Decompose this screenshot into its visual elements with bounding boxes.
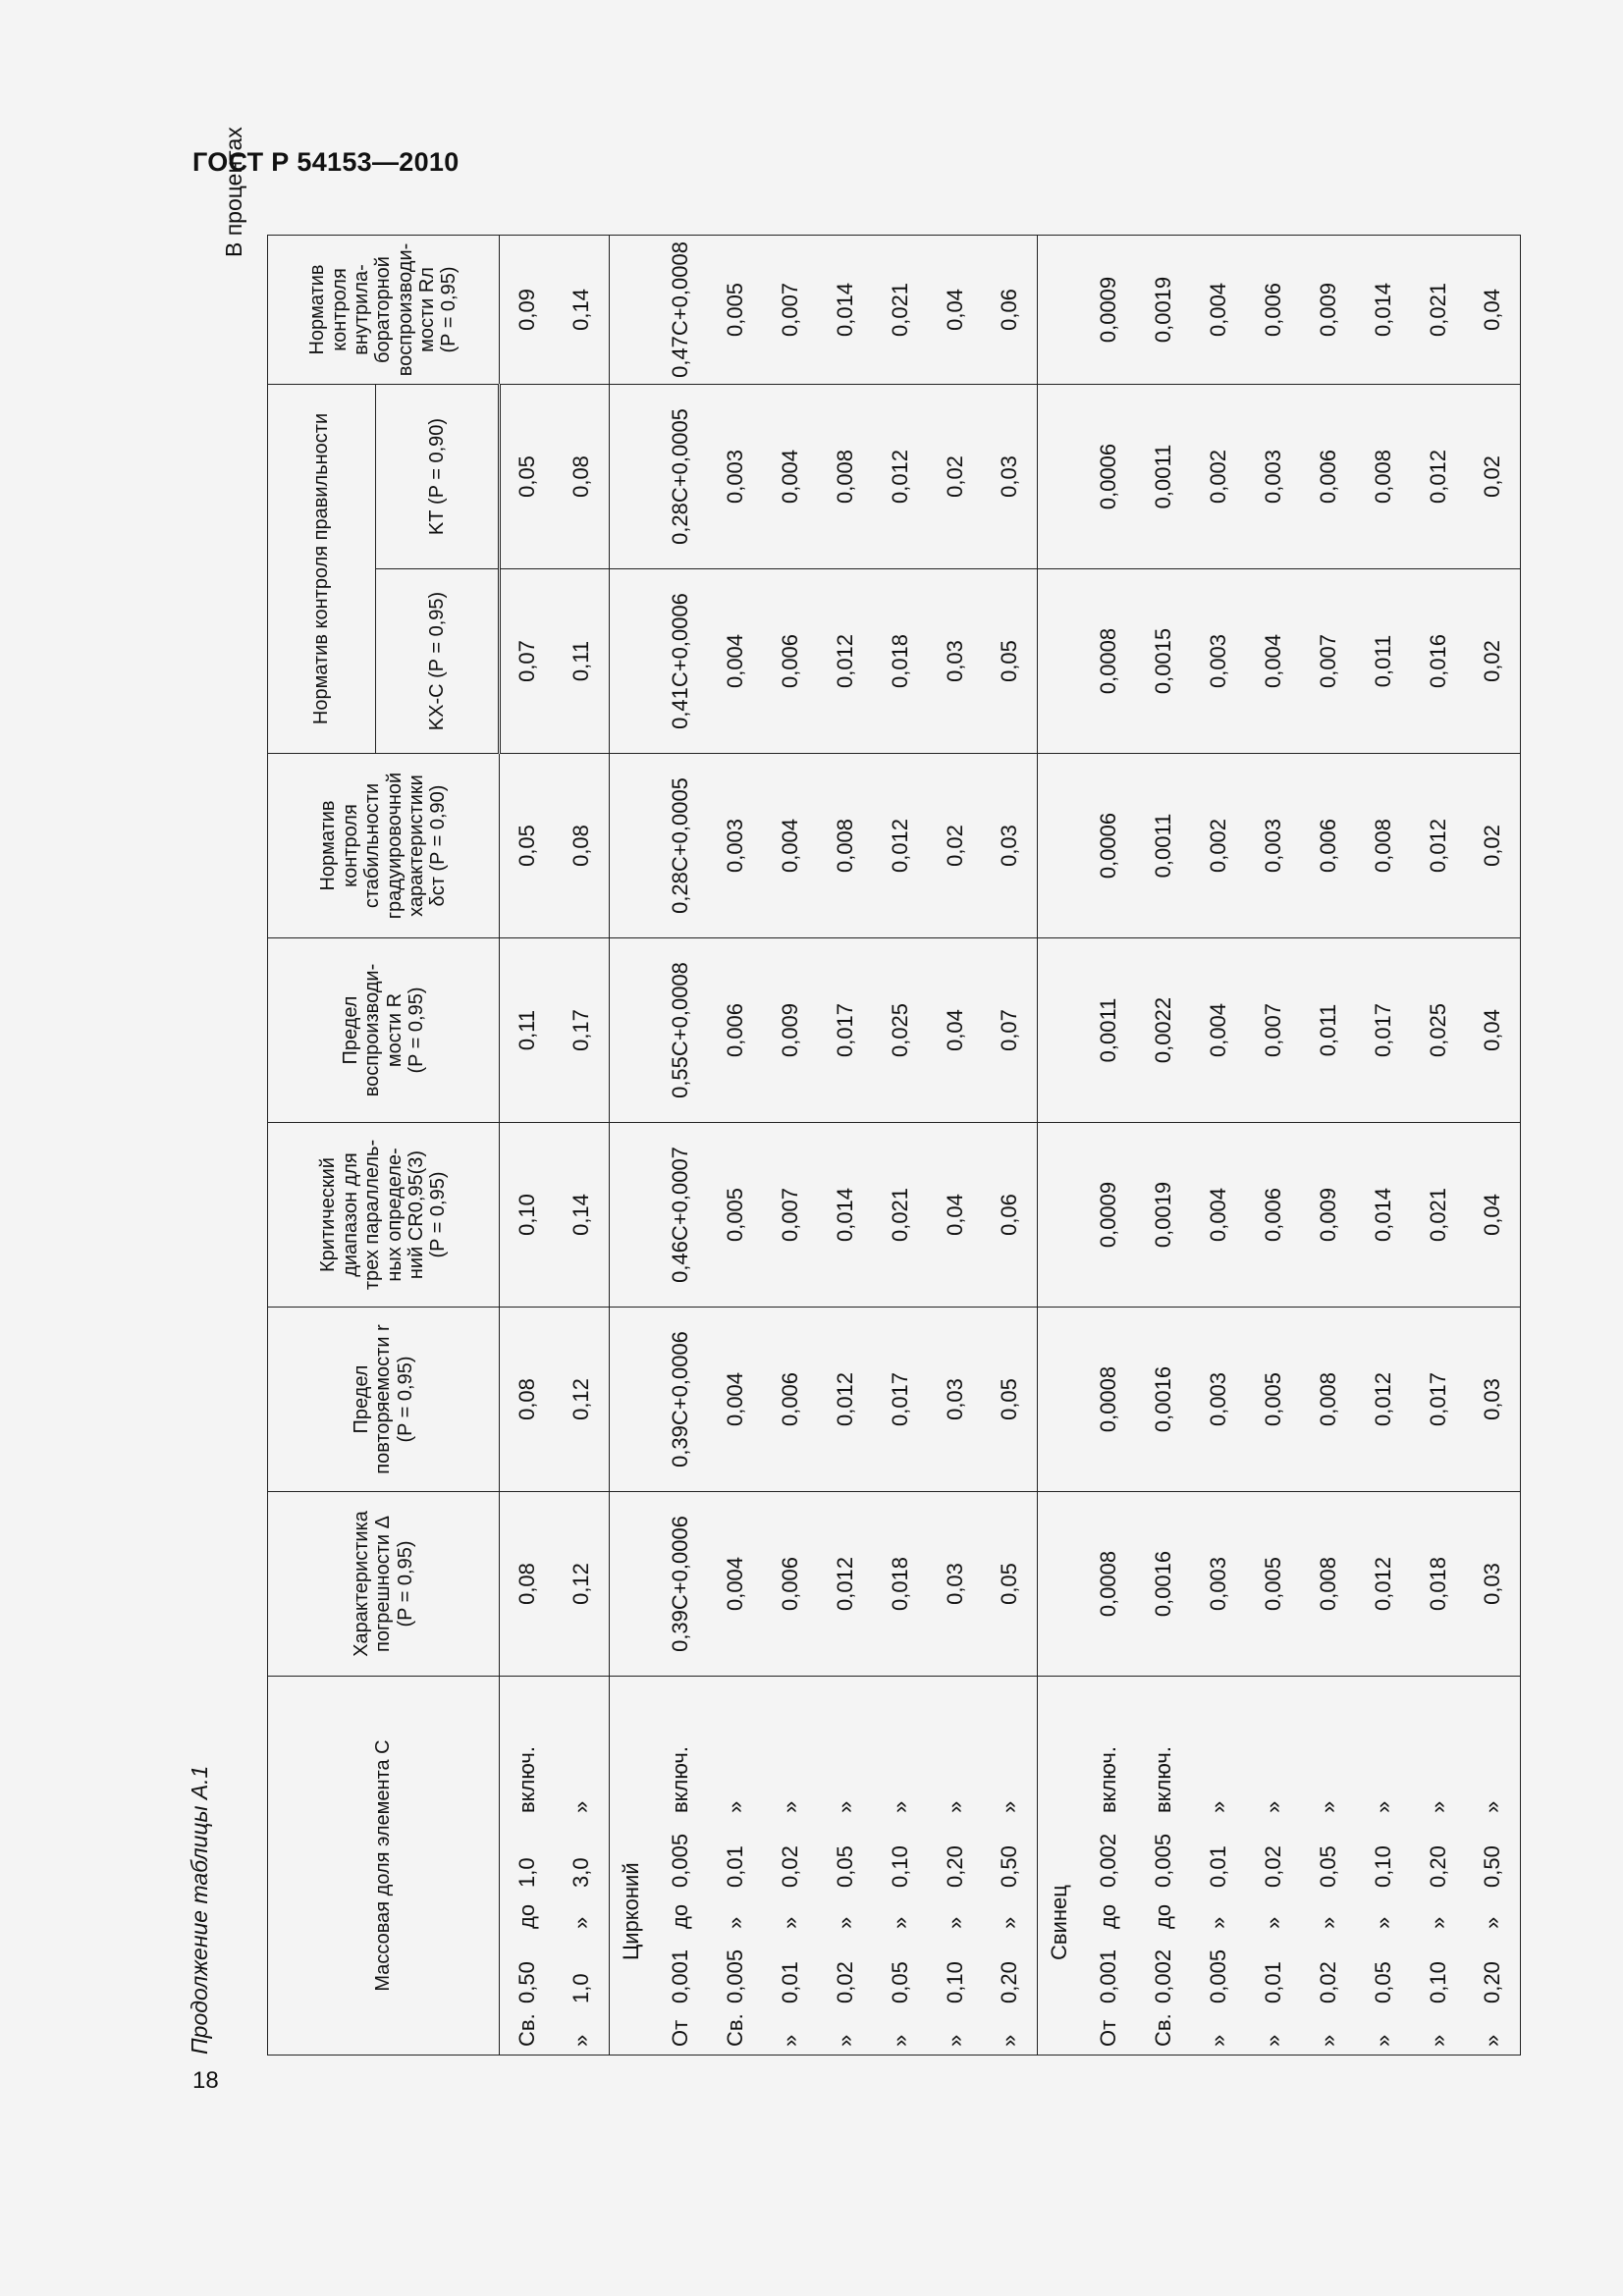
header-repeatability: Предел повторяемости r (P = 0,95) (268, 1308, 500, 1492)
mass-from: 0,05 (887, 1961, 912, 2003)
value-cell: 0,39C+0,0006 (653, 1492, 708, 1677)
value-cell: 0,012 (1411, 384, 1466, 568)
value-cell: 0,0009 (1081, 235, 1136, 384)
mass-range-cell (873, 1677, 928, 2056)
value-cell: 0,021 (1411, 1123, 1466, 1308)
mass-post: » (1370, 1800, 1395, 1813)
value-cell: 0,012 (873, 384, 928, 568)
mass-range-cell (555, 1677, 610, 2056)
value-cell: 0,05 (983, 1308, 1038, 1492)
mass-range-cell (653, 1677, 708, 2056)
mass-pre: » (1425, 2034, 1450, 2047)
section-blank-cell (1038, 754, 1081, 938)
value-cell: 0,10 (500, 1123, 555, 1308)
value-cell: 0,03 (928, 1492, 983, 1677)
mass-from: 0,20 (997, 1961, 1022, 2003)
value-cell: 0,005 (708, 1123, 763, 1308)
mass-pre: » (1315, 2034, 1340, 2047)
value-cell: 0,012 (1411, 754, 1466, 938)
table-row (653, 235, 708, 2055)
section-blank-cell (610, 1308, 653, 1492)
mass-to: 0,02 (1260, 1845, 1285, 1888)
value-cell: 0,011 (1356, 569, 1411, 754)
value-cell: 0,009 (763, 938, 818, 1123)
mass-do: » (1370, 1916, 1395, 1929)
mass-to: 0,10 (887, 1845, 912, 1888)
header-k-t: KТ (P = 0,90) (376, 384, 500, 568)
value-cell: 0,018 (873, 569, 928, 754)
mass-do: » (832, 1916, 857, 1929)
mass-post: включ. (1150, 1746, 1175, 1813)
value-cell: 0,002 (1191, 384, 1246, 568)
section-blank-cell (1038, 235, 1081, 384)
value-cell: 0,03 (983, 754, 1038, 938)
value-cell: 0,02 (1466, 384, 1521, 568)
mass-pre: » (887, 2034, 912, 2047)
value-cell: 0,017 (1411, 1308, 1466, 1492)
mass-to: 0,05 (1315, 1845, 1340, 1888)
value-cell: 0,04 (928, 938, 983, 1123)
mass-range-cell (1356, 1677, 1411, 2056)
mass-do: » (1425, 1916, 1450, 1929)
value-cell: 0,018 (873, 1492, 928, 1677)
value-cell: 0,02 (1466, 569, 1521, 754)
mass-do: до (1150, 1903, 1175, 1929)
mass-range-cell (1466, 1677, 1521, 2056)
mass-do: до (667, 1903, 692, 1929)
mass-from: 0,001 (1095, 1949, 1120, 2003)
value-cell: 0,03 (983, 384, 1038, 568)
value-cell: 0,004 (1246, 569, 1301, 754)
table-row (1136, 235, 1191, 2055)
header-intralab: Норматив контроля внутрила- бораторной воспроизводи- мости Rл (P = 0,95) (268, 235, 500, 384)
value-cell: 0,0022 (1136, 938, 1191, 1123)
value-cell: 0,003 (1246, 384, 1301, 568)
value-cell: 0,0011 (1136, 754, 1191, 938)
value-cell: 0,0008 (1081, 1492, 1136, 1677)
value-cell: 0,0006 (1081, 754, 1136, 938)
value-cell: 0,017 (1356, 938, 1411, 1123)
value-cell: 0,003 (1246, 754, 1301, 938)
mass-post: » (1260, 1800, 1285, 1813)
mass-pre: Св. (722, 2013, 747, 2047)
value-cell: 0,004 (763, 754, 818, 938)
mass-pre: » (1370, 2034, 1395, 2047)
mass-to: 0,005 (667, 1833, 692, 1888)
value-cell: 0,012 (818, 1492, 873, 1677)
mass-pre: Св. (514, 2013, 539, 2047)
value-cell: 0,006 (763, 1492, 818, 1677)
mass-pre: » (1205, 2034, 1230, 2047)
table-row (763, 235, 818, 2055)
value-cell: 0,008 (818, 384, 873, 568)
mass-from: 0,001 (667, 1949, 692, 2003)
units-label: В процентах (221, 127, 246, 257)
value-cell: 0,04 (1466, 235, 1521, 384)
value-cell: 0,04 (928, 235, 983, 384)
mass-from: 0,05 (1370, 1961, 1395, 2003)
value-cell: 0,03 (928, 569, 983, 754)
value-cell: 0,0019 (1136, 1123, 1191, 1308)
header-reproducibility: Предел воспроизводи- мости R (P = 0,95) (268, 938, 500, 1123)
value-cell: 0,12 (555, 1492, 610, 1677)
value-cell: 0,005 (708, 235, 763, 384)
mass-range-cell (1411, 1677, 1466, 2056)
value-cell: 0,006 (1246, 235, 1301, 384)
value-cell: 0,03 (1466, 1492, 1521, 1677)
header-stability: Норматив контроля стабильности градуировочной характеристики δст (P = 0,90) (268, 754, 500, 938)
mass-from: 0,20 (1480, 1961, 1505, 2003)
value-cell: 0,28C+0,0005 (653, 754, 708, 938)
value-cell: 0,06 (983, 235, 1038, 384)
mass-from: 0,02 (832, 1961, 857, 2003)
value-cell: 0,008 (1356, 754, 1411, 938)
value-cell: 0,011 (1301, 938, 1356, 1123)
value-cell: 0,014 (818, 235, 873, 384)
value-cell: 0,04 (1466, 1123, 1521, 1308)
mass-pre: » (832, 2034, 857, 2047)
value-cell: 0,08 (500, 1308, 555, 1492)
value-cell: 0,006 (708, 938, 763, 1123)
value-cell: 0,06 (983, 1123, 1038, 1308)
value-cell: 0,07 (983, 938, 1038, 1123)
value-cell: 0,0009 (1081, 1123, 1136, 1308)
mass-to: 0,002 (1095, 1833, 1120, 1888)
data-table (267, 235, 1521, 2056)
mass-do: » (722, 1916, 747, 1929)
value-cell: 0,47C+0,0008 (653, 235, 708, 384)
value-cell: 0,02 (928, 384, 983, 568)
value-cell: 0,025 (1411, 938, 1466, 1123)
value-cell: 0,09 (500, 235, 555, 384)
mass-range-cell (1246, 1677, 1301, 2056)
mass-range-cell (818, 1677, 873, 2056)
value-cell: 0,017 (873, 1308, 928, 1492)
mass-post: » (997, 1800, 1022, 1813)
mass-do: » (777, 1916, 802, 1929)
mass-do: » (997, 1916, 1022, 1929)
value-cell: 0,003 (708, 754, 763, 938)
value-cell: 0,004 (708, 569, 763, 754)
mass-post: включ. (1095, 1746, 1120, 1813)
table-row (1411, 235, 1466, 2055)
mass-post: » (832, 1800, 857, 1813)
mass-from: 0,50 (514, 1961, 539, 2003)
value-cell: 0,28C+0,0005 (653, 384, 708, 568)
mass-pre: » (568, 2034, 594, 2047)
value-cell: 0,14 (555, 1123, 610, 1308)
section-blank-cell (1038, 938, 1081, 1123)
header-critical-range: Критический диапазон для трех параллель- ных определе- ний CR0,95(3) (P = 0,95) (268, 1123, 500, 1308)
value-cell: 0,005 (1246, 1492, 1301, 1677)
table-row (928, 235, 983, 2055)
mass-range-cell (1136, 1677, 1191, 2056)
value-cell: 0,003 (1191, 1492, 1246, 1677)
value-cell: 0,021 (873, 1123, 928, 1308)
mass-do: » (1205, 1916, 1230, 1929)
mass-post: включ. (514, 1746, 539, 1813)
value-cell: 0,007 (763, 235, 818, 384)
mass-from: 0,002 (1150, 1949, 1175, 2003)
value-cell: 0,05 (500, 384, 555, 568)
table-row (708, 235, 763, 2055)
mass-post: » (722, 1800, 747, 1813)
mass-pre: » (997, 2034, 1022, 2047)
value-cell: 0,006 (763, 1308, 818, 1492)
value-cell: 0,006 (763, 569, 818, 754)
value-cell: 0,0008 (1081, 569, 1136, 754)
mass-post: » (1315, 1800, 1340, 1813)
section-blank-cell (1038, 384, 1081, 568)
value-cell: 0,008 (1301, 1492, 1356, 1677)
table-row (983, 235, 1038, 2055)
table-caption: Продолжение таблицы А.1 (187, 1765, 212, 2055)
mass-from: 0,02 (1315, 1961, 1340, 2003)
mass-do: до (1095, 1903, 1120, 1929)
value-cell: 0,007 (1301, 569, 1356, 754)
mass-post: включ. (667, 1746, 692, 1813)
mass-range-cell (983, 1677, 1038, 2056)
value-cell: 0,55C+0,0008 (653, 938, 708, 1123)
value-cell: 0,0016 (1136, 1492, 1191, 1677)
mass-do: » (1315, 1916, 1340, 1929)
mass-post: » (1480, 1800, 1505, 1813)
value-cell: 0,0019 (1136, 235, 1191, 384)
mass-from: 0,10 (942, 1961, 967, 2003)
mass-to: 0,50 (997, 1845, 1022, 1888)
mass-to: 0,50 (1480, 1845, 1505, 1888)
header-correctness-group: Норматив контроля правильности (268, 384, 376, 753)
mass-to: 0,01 (1205, 1845, 1230, 1888)
mass-pre: » (1480, 2034, 1505, 2047)
mass-range-cell (928, 1677, 983, 2056)
value-cell: 0,006 (1301, 754, 1356, 938)
table-row (500, 235, 555, 2055)
section-blank-cell (1038, 1492, 1081, 1677)
section-blank-cell (610, 1123, 653, 1308)
value-cell: 0,004 (708, 1492, 763, 1677)
mass-from: 0,01 (777, 1961, 802, 2003)
value-cell: 0,005 (1246, 1308, 1301, 1492)
value-cell: 0,03 (928, 1308, 983, 1492)
value-cell: 0,009 (1301, 235, 1356, 384)
mass-pre: Св. (1150, 2013, 1175, 2047)
section-blank-cell (610, 754, 653, 938)
section-row (610, 235, 653, 2055)
value-cell: 0,007 (763, 1123, 818, 1308)
value-cell: 0,05 (983, 569, 1038, 754)
value-cell: 0,003 (1191, 569, 1246, 754)
mass-to: 0,10 (1370, 1845, 1395, 1888)
value-cell: 0,012 (873, 754, 928, 938)
value-cell: 0,014 (1356, 1123, 1411, 1308)
mass-from: 1,0 (568, 1973, 594, 2003)
mass-do: » (568, 1916, 594, 1929)
section-blank-cell (610, 569, 653, 754)
value-cell: 0,006 (1246, 1123, 1301, 1308)
mass-do: » (1260, 1916, 1285, 1929)
mass-range-cell (763, 1677, 818, 2056)
table-row (1356, 235, 1411, 2055)
value-cell: 0,02 (928, 754, 983, 938)
mass-range-cell (1081, 1677, 1136, 2056)
table-row (818, 235, 873, 2055)
header-mass-fraction: Массовая доля элемента C (268, 1677, 500, 2056)
value-cell: 0,0011 (1081, 938, 1136, 1123)
value-cell: 0,025 (873, 938, 928, 1123)
mass-to: 1,0 (514, 1857, 539, 1888)
value-cell: 0,46C+0,0007 (653, 1123, 708, 1308)
value-cell: 0,014 (818, 1123, 873, 1308)
header-accuracy: Характеристика погрешности Δ (P = 0,95) (268, 1492, 500, 1677)
value-cell: 0,012 (818, 569, 873, 754)
table-row (1301, 235, 1356, 2055)
value-cell: 0,008 (1356, 384, 1411, 568)
value-cell: 0,003 (708, 384, 763, 568)
mass-pre: » (777, 2034, 802, 2047)
value-cell: 0,009 (1301, 1123, 1356, 1308)
value-cell: 0,004 (1191, 1123, 1246, 1308)
mass-pre: » (1260, 2034, 1285, 2047)
value-cell: 0,0011 (1136, 384, 1191, 568)
value-cell: 0,021 (1411, 235, 1466, 384)
value-cell: 0,39C+0,0006 (653, 1308, 708, 1492)
value-cell: 0,004 (708, 1308, 763, 1492)
section-blank-cell (610, 235, 653, 384)
mass-to: 0,005 (1150, 1833, 1175, 1888)
mass-post: » (887, 1800, 912, 1813)
table-row (1081, 235, 1136, 2055)
mass-post: » (1205, 1800, 1230, 1813)
value-cell: 0,016 (1411, 569, 1466, 754)
value-cell: 0,41C+0,0006 (653, 569, 708, 754)
value-cell: 0,04 (928, 1123, 983, 1308)
value-cell: 0,03 (1466, 1308, 1521, 1492)
value-cell: 0,014 (1356, 235, 1411, 384)
mass-to: 0,20 (942, 1845, 967, 1888)
section-blank-cell (610, 938, 653, 1123)
value-cell: 0,004 (1191, 235, 1246, 384)
value-cell: 0,017 (818, 938, 873, 1123)
section-blank-cell (610, 384, 653, 568)
value-cell: 0,14 (555, 235, 610, 384)
value-cell: 0,12 (555, 1308, 610, 1492)
mass-range-cell (1191, 1677, 1246, 2056)
value-cell: 0,0008 (1081, 1308, 1136, 1492)
value-cell: 0,006 (1301, 384, 1356, 568)
section-blank-cell (1038, 1308, 1081, 1492)
section-blank-cell (610, 1492, 653, 1677)
value-cell: 0,012 (1356, 1492, 1411, 1677)
value-cell: 0,17 (555, 938, 610, 1123)
document-code: ГОСТ Р 54153—2010 (192, 147, 460, 177)
mass-pre: » (942, 2034, 967, 2047)
mass-pre: От (1095, 2019, 1120, 2047)
value-cell: 0,05 (983, 1492, 1038, 1677)
mass-from: 0,005 (1205, 1949, 1230, 2003)
table-row (1191, 235, 1246, 2055)
page-number: 18 (192, 2067, 219, 2094)
value-cell: 0,04 (1466, 938, 1521, 1123)
table-row (1246, 235, 1301, 2055)
mass-post: » (1425, 1800, 1450, 1813)
table-row (555, 235, 610, 2055)
value-cell: 0,003 (1191, 1308, 1246, 1492)
value-cell: 0,008 (1301, 1308, 1356, 1492)
value-cell: 0,11 (555, 569, 610, 754)
mass-to: 0,20 (1425, 1845, 1450, 1888)
value-cell: 0,0016 (1136, 1308, 1191, 1492)
value-cell: 0,012 (818, 1308, 873, 1492)
table-row (873, 235, 928, 2055)
mass-post: » (568, 1800, 594, 1813)
mass-range-cell (1301, 1677, 1356, 2056)
value-cell: 0,002 (1191, 754, 1246, 938)
mass-from: 0,005 (722, 1949, 747, 2003)
value-cell: 0,05 (500, 754, 555, 938)
mass-to: 0,01 (722, 1845, 747, 1888)
mass-post: » (777, 1800, 802, 1813)
mass-do: » (1480, 1916, 1505, 1929)
section-blank-cell (1038, 1123, 1081, 1308)
value-cell: 0,004 (1191, 938, 1246, 1123)
value-cell: 0,018 (1411, 1492, 1466, 1677)
header-k-xc: KХ-С (P = 0,95) (376, 569, 500, 754)
value-cell: 0,008 (818, 754, 873, 938)
value-cell: 0,08 (555, 384, 610, 568)
value-cell: 0,004 (763, 384, 818, 568)
mass-pre: От (667, 2019, 692, 2047)
mass-range-cell (708, 1677, 763, 2056)
mass-from: 0,01 (1260, 1961, 1285, 2003)
value-cell: 0,021 (873, 235, 928, 384)
mass-to: 0,02 (777, 1845, 802, 1888)
section-row (1038, 235, 1081, 2055)
mass-from: 0,10 (1425, 1961, 1450, 2003)
mass-do: » (942, 1916, 967, 1929)
section-label: Свинец (1038, 1677, 1081, 2056)
mass-to: 3,0 (568, 1857, 594, 1888)
value-cell: 0,07 (500, 569, 555, 754)
mass-post: » (942, 1800, 967, 1813)
value-cell: 0,02 (1466, 754, 1521, 938)
value-cell: 0,012 (1356, 1308, 1411, 1492)
value-cell: 0,08 (555, 754, 610, 938)
value-cell: 0,0015 (1136, 569, 1191, 754)
value-cell: 0,11 (500, 938, 555, 1123)
mass-do: » (887, 1916, 912, 1929)
value-cell: 0,007 (1246, 938, 1301, 1123)
mass-range-cell (500, 1677, 555, 2056)
section-blank-cell (1038, 569, 1081, 754)
section-label: Цирконий (610, 1677, 653, 2056)
table-row (1466, 235, 1521, 2055)
value-cell: 0,0006 (1081, 384, 1136, 568)
mass-to: 0,05 (832, 1845, 857, 1888)
mass-do: до (514, 1903, 539, 1929)
value-cell: 0,08 (500, 1492, 555, 1677)
